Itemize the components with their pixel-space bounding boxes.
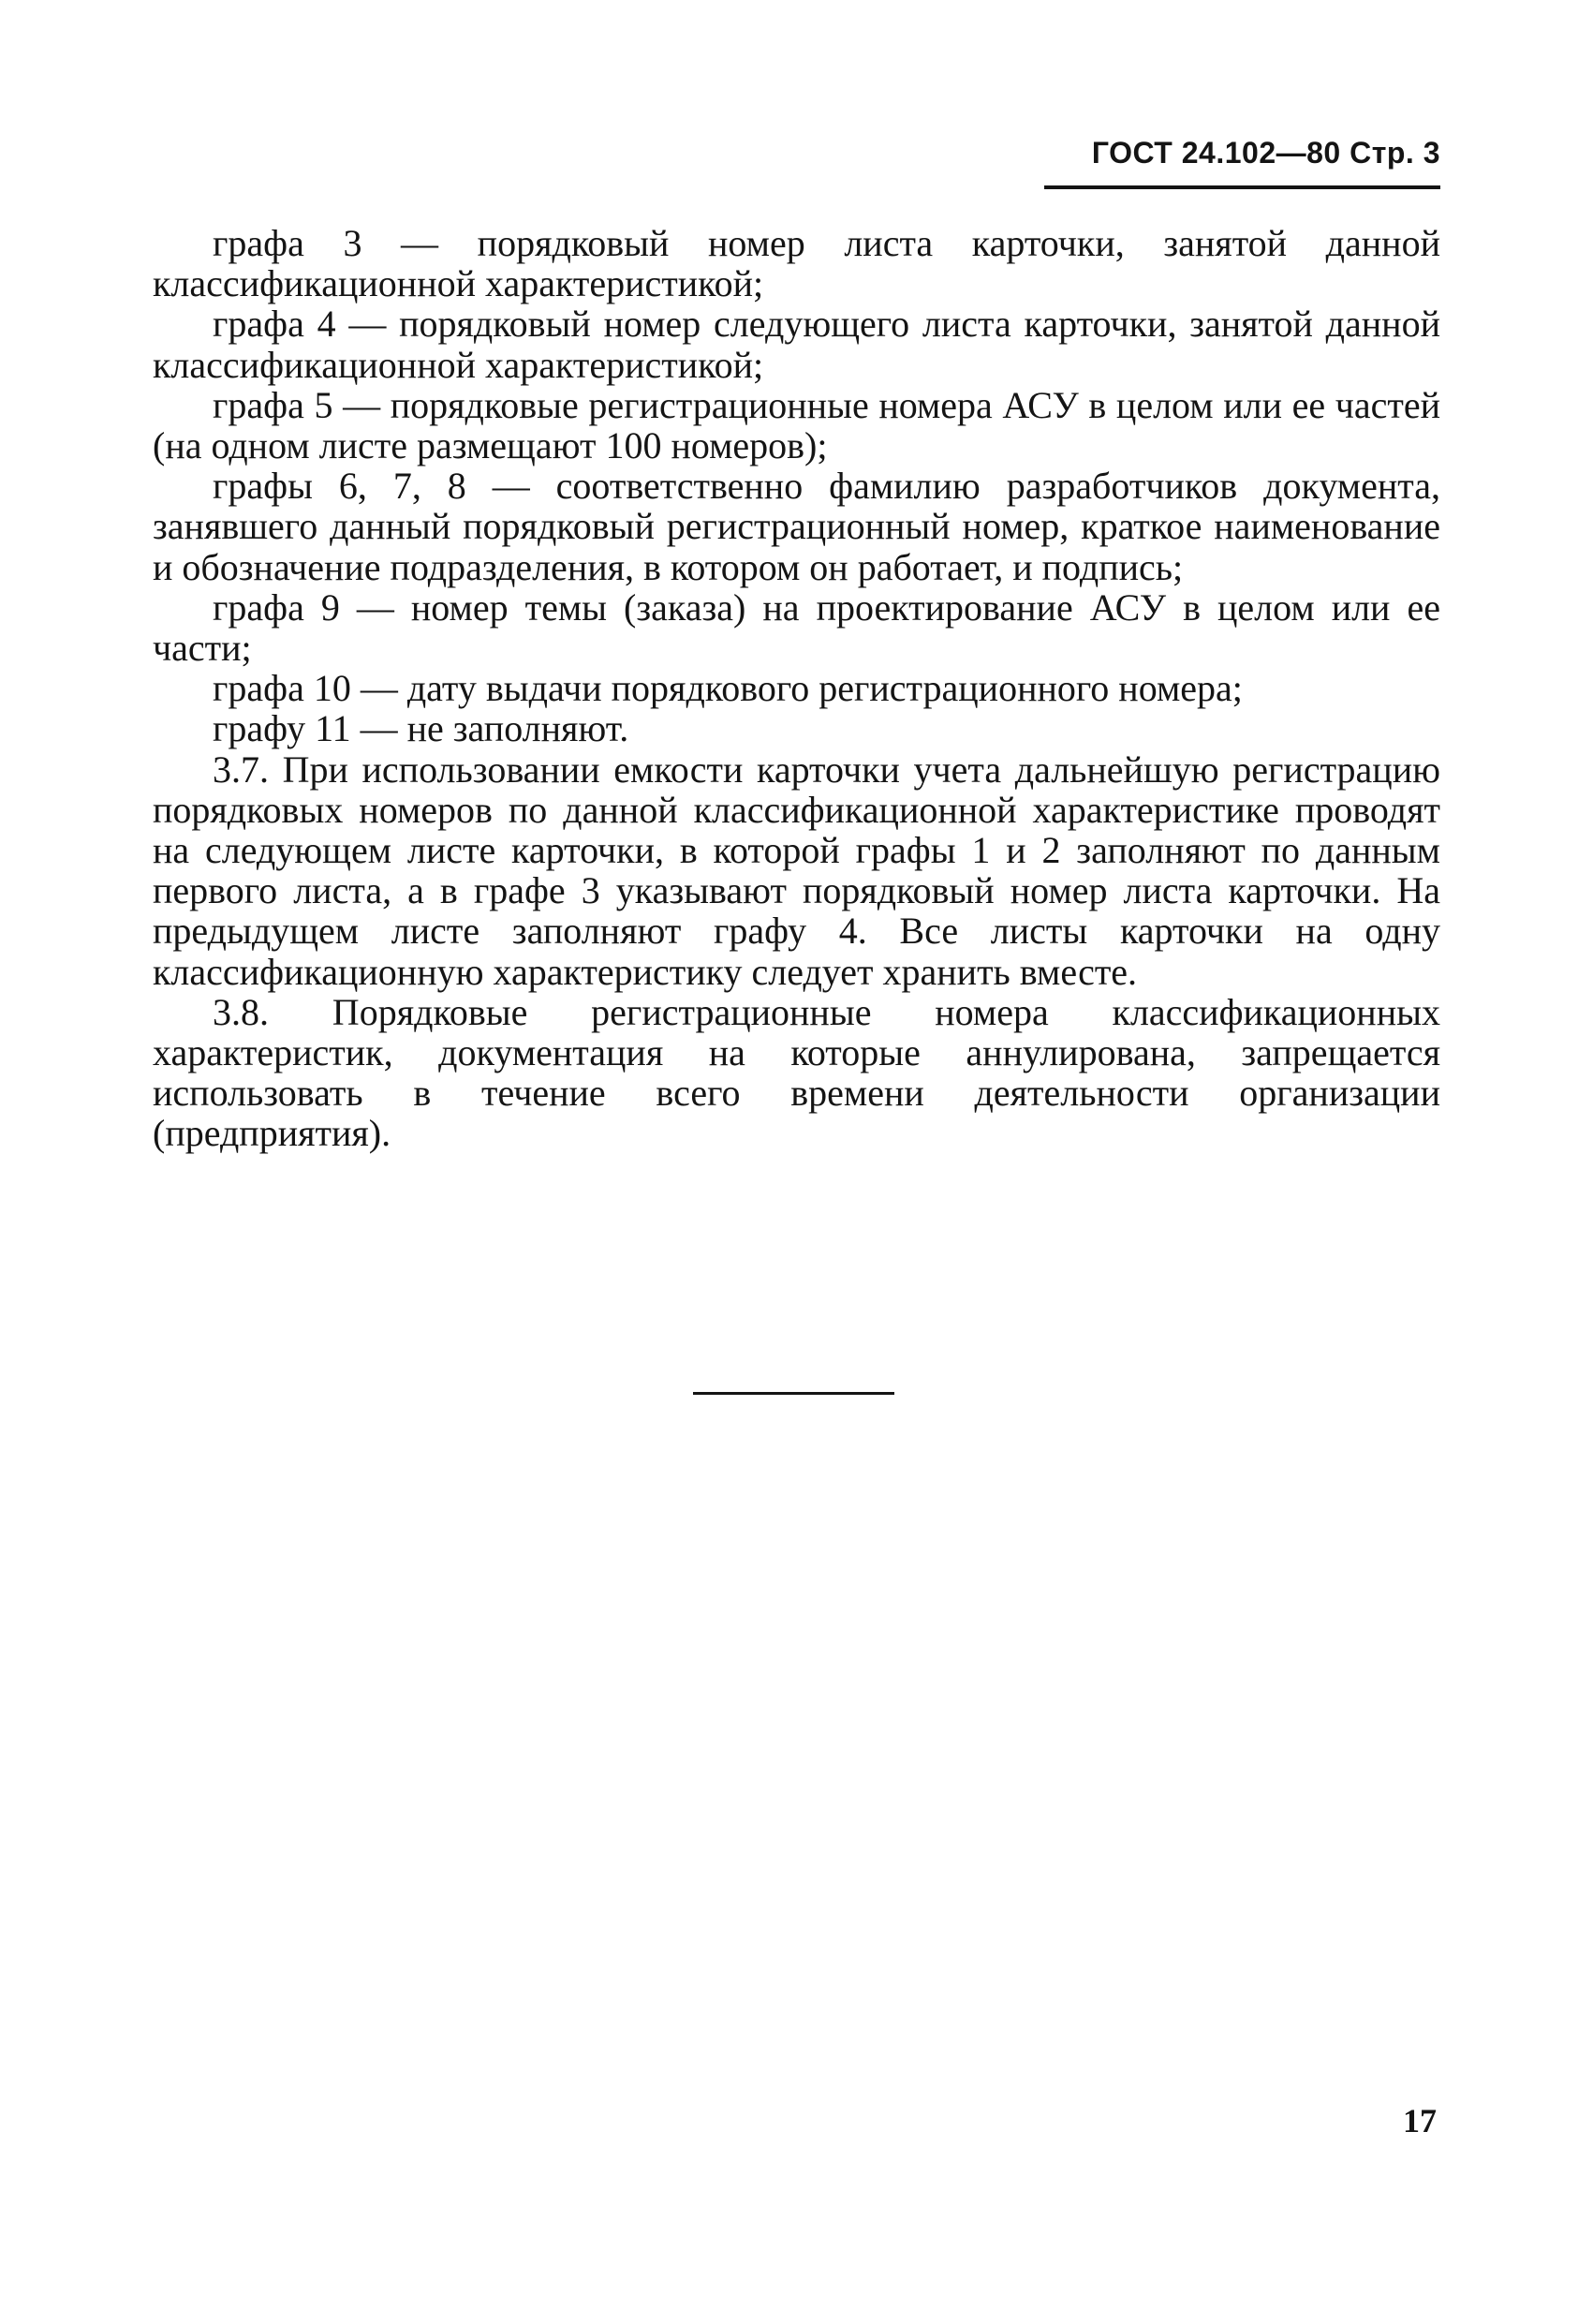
paragraph-column-5: графа 5 — порядковые регистрационные номера АСУ в целом или ее частей (на одном листе размещают 100 номеров); bbox=[153, 383, 1440, 467]
page-reference: Стр. 3 bbox=[1350, 136, 1440, 170]
paragraph-section-3-7: 3.7. При использовании емкости карточки учета дальнейшую регистрацию порядковых номеров по данной классификационной характеристике проводят на следующем листе карточки, в которой графы 1 и 2 заполняют по данным первого листа, а в графе 3 указывают порядковый номер листа карточки. На предыдущем листе заполняют графу 4. Все листы карточки на одну классификационную характеристику следует хранить вместе. bbox=[153, 748, 1440, 993]
header-rule bbox=[1044, 185, 1440, 189]
paragraph-column-11: графу 11 — не заполняют. bbox=[213, 707, 629, 750]
document-body bbox=[153, 223, 1440, 1154]
paragraph-column-10: графа 10 — дату выдачи порядкового регистрационного номера; bbox=[213, 667, 1243, 710]
end-of-text-rule bbox=[693, 1392, 894, 1395]
standard-designation: ГОСТ 24.102—80 bbox=[1091, 136, 1341, 170]
paragraph-columns-6-8: графы 6, 7, 8 — соответственно фамилию разработчиков документа, занявшего данный порядковый регистрационный номер, краткое наименование и обозначение подразделения, в котором он работает, и подпись; bbox=[153, 465, 1440, 588]
page-number: 17 bbox=[1403, 2102, 1437, 2139]
paragraph-column-3: графа 3 — порядковый номер листа карточки, занятой данной классификационной характеристикой; bbox=[153, 222, 1440, 305]
page-header bbox=[1092, 136, 1440, 170]
paragraph-section-3-8: 3.8. Порядковые регистрационные номера классификационных характеристик, документация на которые аннулирована, запрещается использовать в течение всего времени деятельности организации (предприятия). bbox=[153, 990, 1440, 1155]
paragraph-column-4: графа 4 — порядковый номер следующего листа карточки, занятой данной классификационной характеристикой; bbox=[153, 303, 1440, 386]
paragraph-column-9: графа 9 — номер темы (заказа) на проектирование АСУ в целом или ее части; bbox=[153, 585, 1440, 670]
